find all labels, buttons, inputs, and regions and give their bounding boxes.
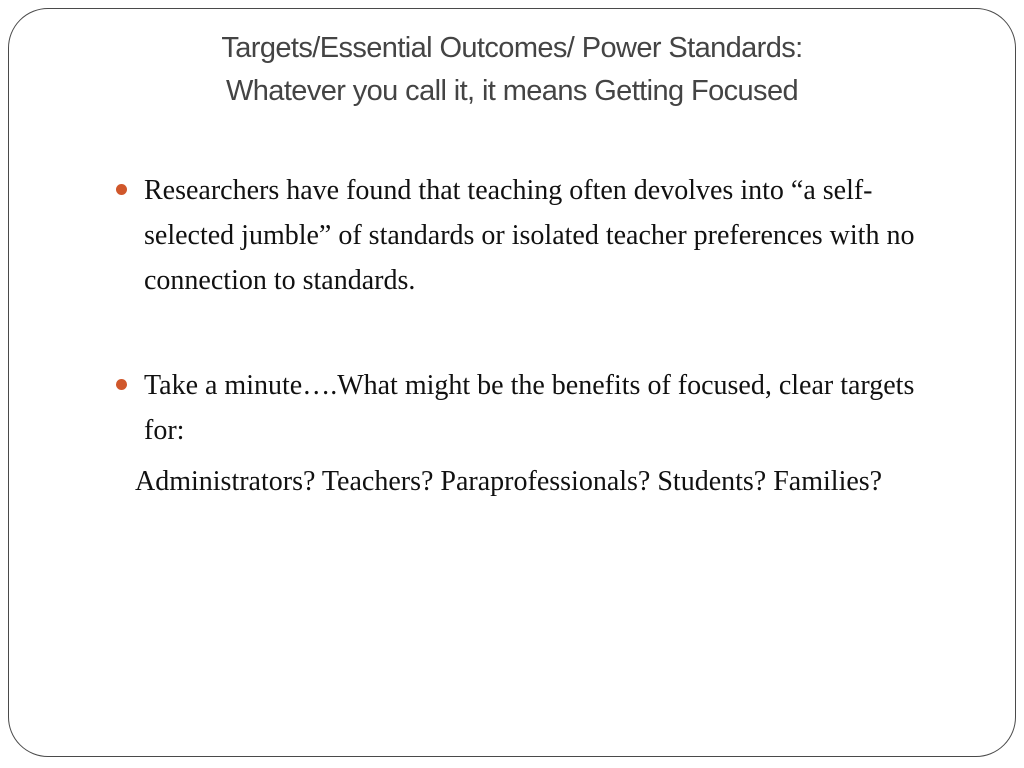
bullet-text: Researchers have found that teaching often devolves into “a self-selected jumble” of standards or isolated teacher preferences with no connection to standards. [144,175,915,296]
slide-title-line-2: Whatever you call it, it means Getting Focused [226,75,798,107]
bullet-item [110,168,950,303]
slide-title [60,27,964,113]
bullet-text: Take a minute….What might be the benefits of focused, clear targets for: [144,370,915,446]
bullet-list [110,168,950,504]
bullet-item [110,363,950,453]
bullet-dot-icon [116,184,127,195]
bullet-dot-icon [116,379,127,390]
followup-paragraph [110,459,950,504]
slide-title-line-1: Targets/Essential Outcomes/ Power Standards: [221,32,803,64]
spacer [110,303,950,363]
followup-text: Administrators? Teachers? Paraprofessionals? Students? Families? [135,466,883,497]
